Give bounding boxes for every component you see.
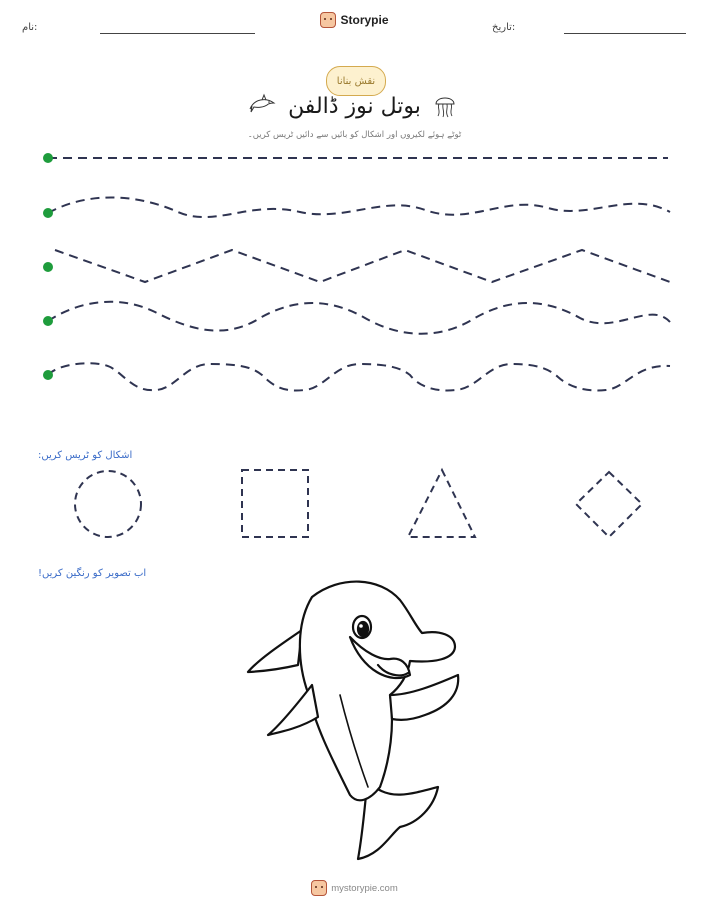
tracing-line-wave-2	[48, 302, 670, 334]
tracing-lines[interactable]	[0, 0, 709, 420]
start-dot	[43, 262, 53, 272]
storypie-face-icon	[311, 880, 327, 896]
instructions: ٹوٹے ہوئے لکیروں اور اشکال کو بائیں سے دائیں ٹریس کریں۔	[247, 130, 462, 140]
trace-circle	[75, 471, 141, 537]
start-dot	[43, 153, 53, 163]
footer-url[interactable]: mystorypie.com	[331, 882, 398, 894]
trace-diamond	[576, 472, 642, 537]
start-dot	[43, 370, 53, 380]
tracing-line-zigzag	[55, 250, 670, 282]
footer	[0, 880, 709, 900]
start-dot	[43, 208, 53, 218]
tracing-line-wave	[48, 197, 670, 217]
brand-name: Storypie	[340, 13, 389, 27]
tracing-line-bumps	[48, 363, 670, 390]
page-title: بوتل نوز ڈالفن	[288, 94, 421, 119]
dolphin-coloring-image[interactable]	[240, 575, 470, 865]
name-label: نام:	[22, 22, 38, 33]
activity-badge: نقش بنانا	[326, 66, 386, 96]
trace-triangle	[408, 470, 475, 537]
date-label: تاریخ:	[492, 22, 516, 33]
coloring-label: اب تصویر کو رنگین کریں!	[38, 568, 147, 579]
start-dot	[43, 316, 53, 326]
shapes-label: اشکال کو ٹریس کریں:	[38, 450, 133, 461]
shapes-row[interactable]	[0, 460, 709, 550]
trace-square	[242, 470, 308, 537]
